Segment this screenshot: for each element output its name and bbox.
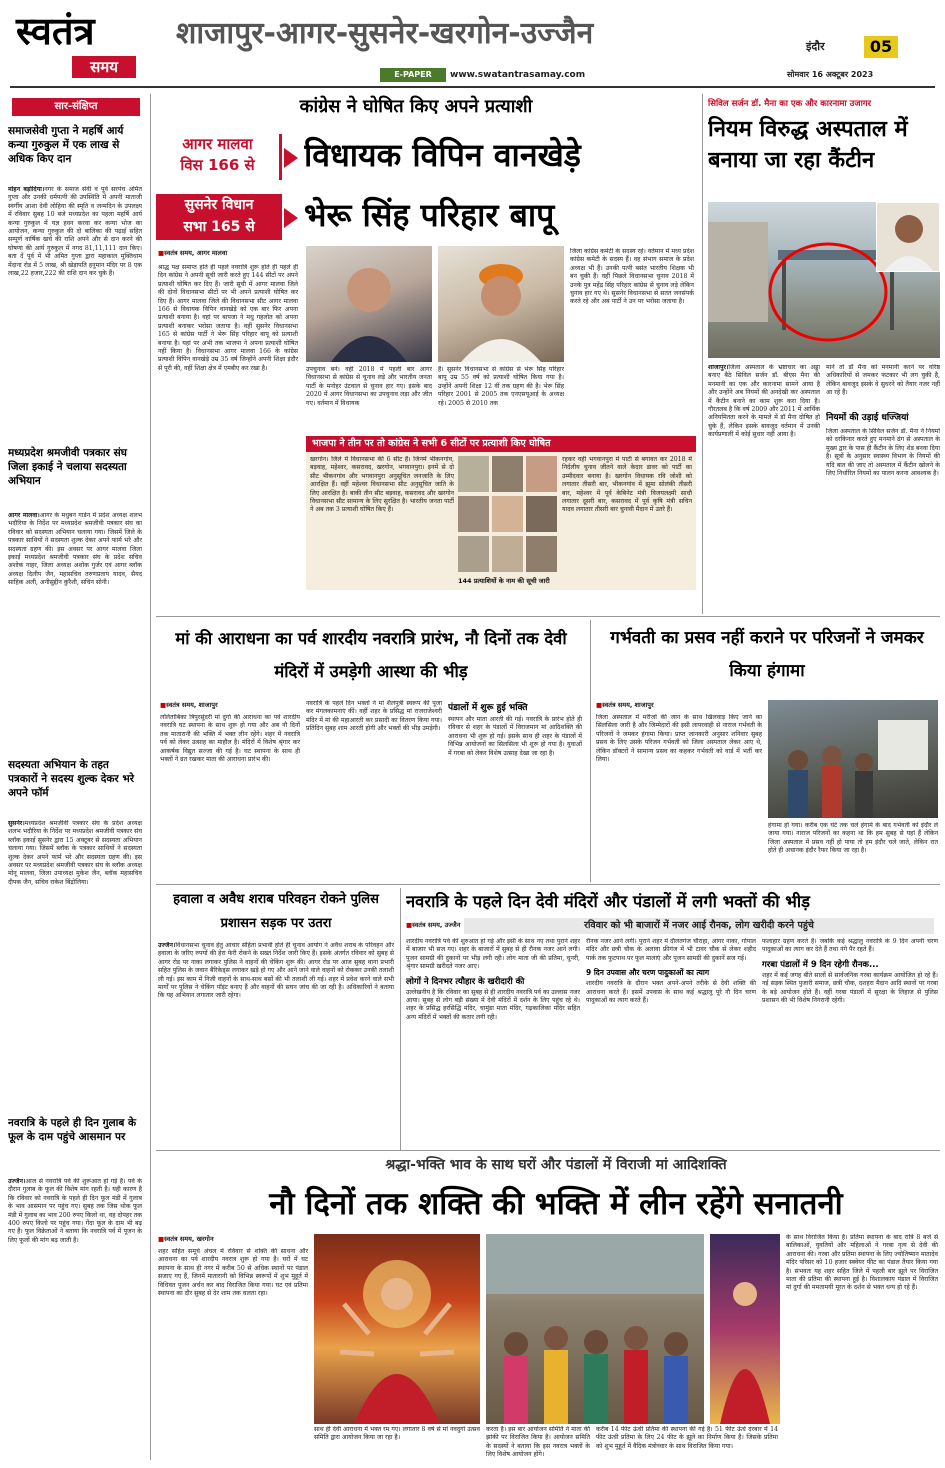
navratri-story [156,620,586,882]
navratri-headline: मां की आराधना का पर्व शारदीय नवरात्रि प्रारंभ, नौ दिनों तक देवी मंदिरों में उमड़ेगी आस्था की भीड़ [175,629,567,681]
candidate-photo [526,536,557,572]
bottom-col-1: शहर सहित समूचे अंचल में रविवार से शक्ति की साधना और आराधना का पर्व शारदीय नवरात्र शुरू हो गया है। घरों में घट स्थापना के साथ ही नगर में करीब 50 से अधिक स्थानों पर पंडाल सजाए गए हैं, जिनमें मातारानी को विभिन्न स्वरूपों में शुभ मुहूर्त में विधिवत पूजन अर्चन कर बाद विराजित किया गया। घट एवं प्रतिमा स्थापना का दौर सुबह से देर शाम तक चलता रहा। [158,1248,308,1298]
candidate-photo [458,536,489,572]
crowd-illustration [768,700,938,818]
navratri-col-1: ललितांबिका त्रिपुरसुंदरी मां दुर्गा की आराधना का पर्व शारदीय नवरात्रि घट स्थापना के साथ शुरू हो गया और अब नौ दिनों तक मातारानी की भक्ति में भक्त लीन रहेंगे। शहर में नवरात्रि पर्व को लेकर उत्साह का माहौल है। मंदिरों में विशेष श्रृंगार कर आकर्षक विद्युत सज्जा की गई है। घट स्थापना के साथ ही भक्तों ने व्रत रखकर माता की आराधना प्रारंभ की। [160,714,300,764]
hospital-col-2-top: माने तो डॉ मैना को मनमानी करने पर वरिष्ठ अधिकारियों से जमकर फटकार भी लग चुकी है, लेकिन बावजूद इसके वे सुधरने को तैयार नजर नहीं आ रहे हैं। [826,364,940,397]
candidate-photo-vanhkhede [306,246,432,362]
bottom-col-2: साथ ही देवी आराधना में भक्त रम गए। लगातार 8 वर्ष से मां नवदुर्गा उत्सव समिति द्वारा आयोजन किया जा रहा है। [314,1426,480,1442]
bjp-box-title: भाजपा ने तीन पर तो कांग्रेस ने सभी 6 सीटों पर प्रत्याशी किए घोषित [306,436,696,452]
logo-top-text: स्वतंत्र [16,8,95,53]
sidebar-story-1-body [8,186,142,434]
label-agar-line2: विस 166 से [180,156,255,174]
sidebar-story-3-headline: सदस्यता अभियान के तहत पत्रकारों ने सदस्य शुल्क देकर भरे अपने फॉर्म [8,759,135,799]
navratri-col-2: नवरात्रि के पहले दिन भक्तों ने मां शैलपुत्री स्वरूप की पूजा कर मंगलकामनाएं कीं। वहीं शहर के प्रसिद्ध मां राजराजेश्वरी मंदिर में मां की महाआरती कर प्रसादी का वितरण किया गया। प्रतिदिन सुबह शाम आरती होगी और भक्तों की भीड़ उमड़ेगी। [306,700,442,733]
crowd-byline: ■ स्वतंत्र समय, उज्जैन [406,920,516,929]
page-number: 05 [864,36,898,58]
doctor-photo [876,202,940,272]
pandal-photo [486,1234,704,1424]
section-divider [156,1150,940,1151]
hospital-subhead: नियमों की उड़ाई धज्जियां [826,413,909,423]
sidebar-story-4-headline: नवरात्रि के पहले ही दिन गुलाब के फूल के दाम पहुंचे आसमान पर [8,1117,137,1143]
pregnant-body: जिला अस्पताल में मरीजों की जान के साथ खिलवाड़ किए जाने का सिलसिला जारी है और जिम्मेदारों की इसी लापरवाही से नाराज गर्भवती के परिजनों ने जमकर हंगामा किया। प्राप्त जानकारी अनुसार शनिवार सुबह प्रसव के लिए उसके परिजन गर्भवती को जिला अस्पताल लेकर आए थे, लेकिन डॉक्टरों ने सामान्य प्रसव का कहकर गर्भवती को वार्ड में भर्ती कर लिया। [596,714,762,764]
sidebar-story-1-text: नगर के समाज सेवी व पूर्व सरपंच अमित गुप्ता और उनकी धर्मपत्नी की उपस्थिति में अपनी माताजी स्वर्गीय आशा देवी लोहिया की स्मृति व जन्मदिन के उपलक्ष्य में रविवार सुबह 10 बजे मध्यप्रदेश का पहला महर्षि आर्य कन्या गुरुकुल में यज्ञ हवन करवा कर कन्या भोज का आयोजन, कन्या गुरुकुल की दो बालिका की पढ़ाई सहित सम्पूर्ण वार्षिक खर्च की राशि अपने और से दान करने की घोषणा की आर्य गुरुकुल में नगद 81,11,111 दान किए। बता दें पूर्व में भी अमित गुप्ता द्वारा महाकाल मुक्तिधाम मेंदाना रोड में 5 लाख, श्री खेड़ापति हनुमान मंदिर पर 8 एक लाख,22 हजार,222 की राशि दान कर चुके हैं। [8,186,142,278]
bottom-kicker: श्रद्धा-भक्ति भाव के साथ घरों और पंडालों में विराजी मां आदिशक्ति [385,1157,727,1173]
crowd-illustration [486,1234,704,1424]
crowd-col-3b-text: शहर में कई जगह बीते सालों से सार्वजनिक गरबा कार्यक्रम आयोजित हो रहे हैं। नई सड़क स्थित पुजारी समाज, छत्री चौक, दशहरा मैदान आदि स्थानों पर गरबा के बड़े आयोजन होते हैं। वहीं गरबा पंडालों में सुरक्षा के लिहाज से पुलिस प्रशासन की भी विशेष निगरानी रहेगी। [762,971,938,1005]
sidebar-story-4-body [8,1178,142,1456]
logo-bottom-text: समय [72,56,136,78]
sidebar-story-3-body [8,820,142,1100]
hospital-col-2-bottom: जिला अस्पताल के सिविल सर्जन डॉ. मैना ने नियमों को दरकिनार करते हुए मनमाने ढंग से अस्पताल के मुख्य द्वार के पास ही कैंटीन के लिए शेड बनवा दिया है। सूत्रों के अनुसार स्वास्थ्य विभाग के नियमों की यदि बात की जाए तो अस्पताल में कैंटीन खोलने के लिए निर्धारित नियमों का पालन करना आवश्यक है। [826,428,940,478]
masthead [0,0,945,88]
section-divider [156,616,940,617]
logo [10,8,160,82]
bottom-col-5: के साथ विराजित किया है। प्रतिमा स्थापना के बाद रात्रि 8 बजे से बालिकाओं, युवतियों और महिलाओं ने गरबा नृत्य से देवी की आराधना की। गरबा और प्रतिमा स्थापना के लिए ज्योतिष्मान मातादेव मंदिर परिसर को 10 हजार स्क्वेयर फीट का पंडाल तैयार किया गया है। संभवतः यह शहर सहित जिले में पहली बार झूले पर विराजित माता की प्रतिमा की स्थापना हुई है। विशालकाय पंडाल में विराजित मां दुर्गा की ममतामयी मूरत के दर्शन से भक्त धन्य हो रहे हैं। [786,1234,938,1292]
lead-col-4: जिला कांग्रेस कमेटी के सदस्य रहे। वर्तमान में मध्य प्रदेश कांग्रेस कमेटी के सदस्य हैं। वह संभाग समाज के प्रदेश अध्यक्ष भी हैं। उनकी पत्नी बसंत भारतीय शिक्षक भी बन चुकी हैं। वहीं पिछले विधानसभा चुनाव 2018 में उनके पुत्र महेंद्र सिंह परिहार कांग्रेस से चुनाव लड़े लेकिन चुनाव हार गए थे। सुसनेर विधानसभा से सतत जनसंपर्क करते रहे और अब पार्टी ने उन पर भरोसा जताया है। [570,248,694,306]
person-silhouette-icon [438,246,564,362]
sidebar-story-2-dateline: आगर मालवा। [8,512,40,519]
navratri-subhead: पंडालों में शुरू हुई भक्ति [448,703,528,713]
label-agar-line1: आगर मालवा [182,135,253,153]
crowd-col-3 [762,938,938,1146]
bjp-box-col-1: खरगोन। जिले में विधानसभा की 6 सीट हैं। जिनमें भीकनगांव, बड़वाह, महेश्वर, कसरावद, खरगोन, भगवानपुरा। इनमें से दो सीट भीकनगांव और भगवानपुरा अनुसूचित जनजाति के लिए आरक्षित हैं। वहीं महेश्वर विधानसभा सीट अनुसूचित जाति के लिए आरक्षित है। बाकी तीन सीट बड़वाह, कसरावद और खरगोन विधानसभा सीट सामान्य के लिए सुरक्षित है। भारतीय जनता पार्टी ने अब तक 3 प्रत्याशी घोषित किए हैं। [310,456,454,514]
person-silhouette-icon [877,203,940,272]
sidebar-story-4-dateline: उज्जैन। [8,1178,26,1185]
pregnant-story [594,620,940,882]
lead-byline: ■ स्वतंत्र समय, आगर मालवा [158,248,298,257]
bottom-story [156,1152,940,1460]
hawala-body [158,942,394,1146]
crowd-col-2-text: रौनक नजर आने लगी। पुराने शहर में दौलतगंज चौराहा, आगर नाका, गोपाल मंदिर और छत्री चौक के अलावा फ्रीगंज में भी टावर चौक से लेकर शहीद पार्क तक फुटपाथ पर फूल मालाएं और पूजन सामग्री की दुकानें सज गई। [586,938,756,962]
bottom-col-4: करीब 14 फीट ऊंची प्रतिमा की स्थापना की गई है। 51 फीट ऊंचे दरबार में 14 फीट ऊंची प्रतिमा के लिए 24 फीट के झूले का निर्माण किया है। जिसके प्रतिमा को शुभ मुहूर्त में वैदिक मंत्रोच्चार के साथ विराजित किया गया। [596,1426,778,1450]
pregnant-headline: गर्भवती का प्रसव नहीं कराने पर परिजनों ने जमकर किया हंगामा [610,628,924,681]
hawala-headline: हवाला व अवैध शराब परिवहन रोकने पुलिस प्रशासन सड़क पर उतरा [173,892,379,931]
section-divider [156,884,940,885]
crowd-col-1b-text: उल्लेखनीय है कि रविवार का सुबह से ही शारदीय नवरात्रि पर्व का उल्लास नजर आया। सुबह से लोग बड़ी संख्या में देवी मंदिरों में दर्शन के लिए पहुंच रहे थे। शहर के प्रसिद्ध हरसिद्धि मंदिर, चामुंडा माता मंदिर, गढ़कालिका मंदिर सहित अन्य मंदिरों में भक्तों की कतार लगी रही। [406,988,580,1021]
hospital-kicker: सिविल सर्जन डॉ. मैना का एक और कारनामा उजागर [708,99,872,109]
sidebar-story-2-body [8,512,142,744]
crowd-col-1-text: शारदीय नवरात्रि पर्व की शुरुआत हो गई और इसी के साथ नए तथा पुराने शहर में बाजार भी सज गए। शहर के बाजारों में सुबह से ही रौनक नजर आने लगी। पूजन सामग्री की दुकानों पर भीड़ लगी रही। लोग माता जी की प्रतिमा, चुनरी, श्रृंगार सामग्री खरीदते नजर आए। [406,938,580,971]
crowd-subhead-3: गरबा पंडालों में 9 दिन रहेगी रौनक... [762,959,879,970]
candidate-photo [492,536,523,572]
hospital-crowd-photo [768,700,938,818]
bjp-box-caption: 144 प्रत्याशियों के नाम की सूची जारी [458,577,550,585]
sidebar-story-1-dateline: मोहन बड़ोदिया। [8,186,45,193]
arrow-right-icon [284,208,298,228]
lead-headline-2: भेरू सिंह परिहार बापू [304,196,555,234]
label-agar [156,134,282,180]
durga-idol-photo [314,1234,480,1424]
navratri-col-3a [448,700,582,880]
sidebar-story-3-dateline: सुसनेर। [8,820,25,827]
idol-illustration [710,1234,780,1424]
candidate-photo [458,496,489,532]
city-label: इंदौर [806,40,825,53]
crowd-col-2 [586,938,756,1146]
arrow-right-icon [284,148,298,168]
person-silhouette-icon [306,246,432,362]
sidebar-header: सार-संक्षिप्त [12,98,140,116]
crowd-subheadline: रविवार को भी बाजारों में नजर आई रौनक, लोग खरीदी करने पहुंचे [464,918,934,934]
candidate-photo [492,496,523,532]
candidate-photo [526,456,557,492]
masthead-rule [10,86,935,88]
label-susner-line1: सुसनेर विधान [184,197,254,213]
sidebar-story-1-headline: समाजसेवी गुप्ता ने महर्षि आर्य कन्या गुरुकुल में एक लाख से अधिक किए दान [8,125,124,165]
idol-illustration [314,1234,480,1424]
navratri-byline: ■ स्वतंत्र समय, शाजापुर [160,700,300,709]
column-divider [400,888,401,1150]
bjp-box [306,436,696,590]
sidebar-story-3-text: मध्यप्रदेश श्रमजीवी पत्रकार संघ के प्रदेश अध्यक्ष शलभ भदौरिया के निर्देश पर मध्यप्रदेश श्रमजीवी पत्रकार संघ ब्लॉक इकाई सुसनेर द्वारा 15 अक्टूबर से सदस्यता अभियान चलाया गया। जिसमें ब्लॉक के पत्रकार साथियों ने सदस्यता शुल्क देकर अपने फार्म भरे और सदस्यता ग्रहण की। इस अवसर पर मध्यप्रदेश श्रमजीवी पत्रकार संघ के ब्लॉक अध्यक्ष मोनू मालवा, जिला उपाध्यक्ष मुकेश जैन, ब्लॉक महासचिव दीपक जैन, सचिव राकेश बिंद्रोलिया। [8,820,142,886]
right-column-divider [702,94,703,614]
website-link[interactable]: www.swatantrasamay.com [450,70,586,80]
bottom-col-3: करता है। इस बार आयोजन समिति ने माता की झांकी पर विराजित किया है। आयोजन समिति के सदस्यों ने बताया कि इस नवरात्र भक्तों के लिए विशेष आयोजन होंगे। [486,1426,590,1458]
lead-col-1: श्राद्ध पक्ष समाप्त होते ही पहले नवरात्रि शुरू होते ही पहले ही दिन कांग्रेस ने अपनी सूची जारी करते हुए 144 सीटों पर अपने प्रत्याशी घोषित कर दिए हैं। जारी सूची में आगर मालवा जिले की दोनों विधानसभा सीटों पर भी अपने प्रत्याशी घोषित कर दिए हैं। आगर मालवा जिले की विधानसभा सीट आगर मालवा 166 से विधायक विपिन वानखेड़े को एक बार फिर अपना प्रत्याशी बनाया है। वहां पर बापजा ने मधु गहलोत को अपना प्रत्याशी बनाकर भरोसा जताया है। वहीं सुसनेर विधानसभा 165 से कांग्रेस पार्टी ने भेरू सिंह परिहार बापू को प्रत्याशी बनाया है। यहां पर अभी तक भाजपा ने अपना प्रत्याशी घोषित नहीं किया है। विधानसभा आगर मालवा 166 के कांग्रेस प्रत्याशी विपिन वानखेड़े उम्र 35 वर्ष जिन्होंने अपनी शिक्षा इंदौर से पूरी की, वहीं शिक्षा क्षेत्र में एमबीए कर रखा है। [158,264,298,372]
hospital-body: जिला अस्पताल के भ्रष्टाचार का अड्डा बनाए बैठे सिविल सर्जन डॉ. बीएस मैना की मनमानी का एक और कारनामा सामने आया है और उन्होंने अब नियमों की अनदेखी कर अस्पताल में कैंटीन बनाने का काम शुरू करा दिया है। गौरतलब है कि वर्ष 2009 और 2011 में आर्थिक अनियमितता करने के मामले में डॉ मैना दोषित हो चुके हैं, लेकिन इसके बावजूद वर्तमान में उनकी कार्यप्रणाली में कोई सुधार नहीं आया है। [708,364,820,439]
sidebar [6,94,146,1460]
hawala-text: विधानसभा चुनाव हेतु आचार संहिता प्रभावी होते ही चुनाव आयोग ने अवैध शराब के परिवहन और हवाला के जरिए रुपयों की हेरा फेरी रोकने के सख्त निर्देश जारी किए हैं। इसके अंतर्गत रविवार को सुबह से आगर रोड पर नाका लगाकर पुलिस ने वाहनों की चेकिंग शुरू की। आगर रोड पर आज सुबह थाना प्रभारी सहित पुलिस के जवान बैरिकेड्स लगाकर खड़े हो गए और आने जाने वाले वाहनों को रोककर उनकी तलाशी ली गई। इस काम में निजी वाहनों के साथ-साथ बसों की भी तलाशी ली गई। शहर में प्रवेश करने वाले सभी मार्गों पर पुलिस ने चेकिंग पॉइंट बनाए हैं और वाहनों की सघन जांच की जा रही है। अधिकारियों ने बताया कि यह अभियान लगातार जारी रहेगा। [158,942,394,1000]
candidate-grid [458,456,558,574]
idol-stage-photo [710,1234,780,1424]
pregnant-body-2: हंगामा हो गया। करीब एक घंटे तक चले हंगामे के बाद गर्भवती को इंदौर ले जाया गया। नाराज परिजनों का कहना था कि हम सुबह से यहां हैं लेकिन जिला अस्पताल में प्रसव नहीं हो पाया तो हम इंदौर चले जाते, लेकिन रात होते ही अचानक इंदौर रैफर किया जा रहा है। [768,822,938,855]
lead-col-3: हैं। सुसनेर विधानसभा से कांग्रेस से भेरू सिंह परिहार बापू उम्र 55 वर्ष को प्रत्याशी घोषित किया गया है। उन्होंने अपनी शिक्षा 12 वीं तक ग्रहण की है। भेरू सिंह परिहार 2001 से 2005 तक एनएसयूआई के अध्यक्ष रहे। 2005 से 2010 तक [438,366,564,407]
lead-col-2: उपचुनाव बने। वहीं 2018 में पहली बार आगर विधानसभा से कांग्रेस से चुनाव लड़े और भारतीय जनता पार्टी के मनोहर उंटवाल से चुनाव हार गए। इसके बाद 2020 में आगर विधानसभा का उपचुनाव लड़ा और जीत गए। वर्तमान में विधायक [306,366,432,407]
hospital-headline: नियम विरुद्ध अस्पताल में बनाया जा रहा कैंटीन [708,117,908,173]
bottom-byline: ■ स्वतंत्र समय, खरगोन [158,1234,298,1243]
candidate-photo [526,496,557,532]
bottom-headline: नौ दिनों तक शक्ति की भक्ति में लीन रहेंगे सनातनी [269,1186,843,1222]
crowd-col-2b-text: शारदीय नवरात्रि के दौरान भक्त अपने-अपने तरीके से देवी शक्ति की आराधना करते हैं। इसमें उपवास के साथ कई श्रद्धालु पूरे नौ दिन चरण पादुकाओं का त्याग करते हैं। [586,980,756,1005]
sidebar-divider [150,94,151,1460]
crowd-subhead-2: 9 दिन उपवास और चरण पादुकाओं का त्याग [586,968,710,978]
candidate-photo-parihar [438,246,564,362]
column-divider [590,620,591,882]
crowd-col-3-text: फलाहार ग्रहण करते हैं। जबकि कई श्रद्धालु नवरात्रि के 9 दिन अपनी चरण पादुकाओं का त्याग कर देते हैं तथा नंगे पैर रहते हैं। [762,938,938,954]
crowd-col-1 [406,938,580,1146]
sidebar-story-2-headline: मध्यप्रदेश श्रमजीवी पत्रकार संघ जिला इकाई ने चलाया सदस्यता अभियान [8,447,127,487]
candidate-photo [458,456,489,492]
label-susner [156,194,282,240]
lead-top-headline: कांग्रेस ने घोषित किए अपने प्रत्याशी [299,96,533,117]
hawala-dateline: उज्जैन। [158,942,176,949]
edition-title: शाजापुर-आगर-सुसनेर-खरगोन-उज्जैन [176,16,594,51]
hospital-dateline: शाजापुर। [708,364,729,371]
sidebar-story-4-text: आज से नवरात्रि पर्व की शुरूआत हो गई है। पर्व के दौरान गुलाब के फूल की विशेष मांग रहती है। यही कारण है कि रविवार को नवरात्रि के पहले ही दिन फूल मंडी में गुलाब के भाव आसमान पर पहुंच गए। सुबह तक जिस थोक फूल मंडी में गुलाब का भाव 200 रुपए किलो था, वह दोपहर तक 400 रुपए किलो पर पहुंच गया। गेंदा फूल के दाम भी बढ़ गए हैं। फूल विक्रेताओं ने बताया कि नवरात्रि पर्व में पूजन के लिए फूलों की मांग बढ़ जाती है। [8,1178,142,1244]
sidebar-story-2-text: आगर के मधुबन गार्डन में प्रदेश अध्यक्ष शलभ भदौरिया के निर्देश पर मध्यप्रदेश श्रमजीवी पत्रकार संघ का रविवार को सदस्यता अभियान चलाया गया। जिसमें जिले के पत्रकार साथियों ने सदस्यता शुल्क देकर अपने फार्म भरे और सदस्यता ग्रहण की। इस अवसर पर आगर मालवा जिला इकाई मध्यप्रदेश श्रमजीवी पत्रकार संघ के प्रदेश सचिव अशोक नाहर, जिला अध्यक्ष अशोक गुर्जर एवं आगर ब्लॉक अध्यक्ष दिलीप जैन, महासचिव तरुणप्रताप यादव, सैयद साहिक अली, अनीसुद्दीन कुरैशी, सचिन सोनी। [8,512,142,587]
hospital-story [708,94,940,614]
issue-date: सोमवार 16 अक्टूबर 2023 [787,70,874,79]
crowd-headline: नवरात्रि के पहले दिन देवी मंदिरों और पंडालों में लगी भक्तों की भीड़ [406,892,810,911]
bjp-box-col-2: रहकर वहीं भगवानपुरा में पार्टी से बगावत कर 2018 में निर्दलीय चुनाव जीतने वाले केदार डावर को पार्टी का उम्मीदवार बनाया है। खरगोन विधायक रवि जोशी को लगातार तीसरी बार, भीकनगांव में झूमा सोलंकी तीसरी बार, महेश्वर में पूर्व केबिनेट मंत्री विजयलक्ष्मी साधौ लगातार दूसरी बार, कसरावद में पूर्व कृषि मंत्री सचिन यादव लगातार तीसरी बार चुनावी मैदान में उतरे हैं। [562,456,692,514]
hawala-story [156,888,396,1150]
epaper-label: E-PAPER [380,68,446,82]
candidate-photo [492,456,523,492]
label-susner-line2: सभा 165 से [183,219,255,235]
lead-headline-1: विधायक विपिन वानखेड़े [304,136,581,174]
navratri-col-3: स्थापन और माता आरती की गई। नवरात्रि के प्रारंभ होते ही रविवार से शहर के पंडालों में विराजमान मां आदिशक्ति की आराधना भी शुरू हो गई। इसके साथ ही शहर के पंडालों में विभिन्न आयोजनों का सिलसिला भी शुरू हो गया है। युवाओं में गरबा को लेकर विशेष उत्साह देखा जा रहा है। [448,716,582,757]
pregnant-byline: ■ स्वतंत्र समय, शाजापुर [596,700,736,709]
crowd-subhead-1: लोगों ने दिनभर त्यौहार के खरीदारी की [406,976,525,987]
crowd-story [404,888,940,1150]
hospital-col-1 [708,364,820,610]
